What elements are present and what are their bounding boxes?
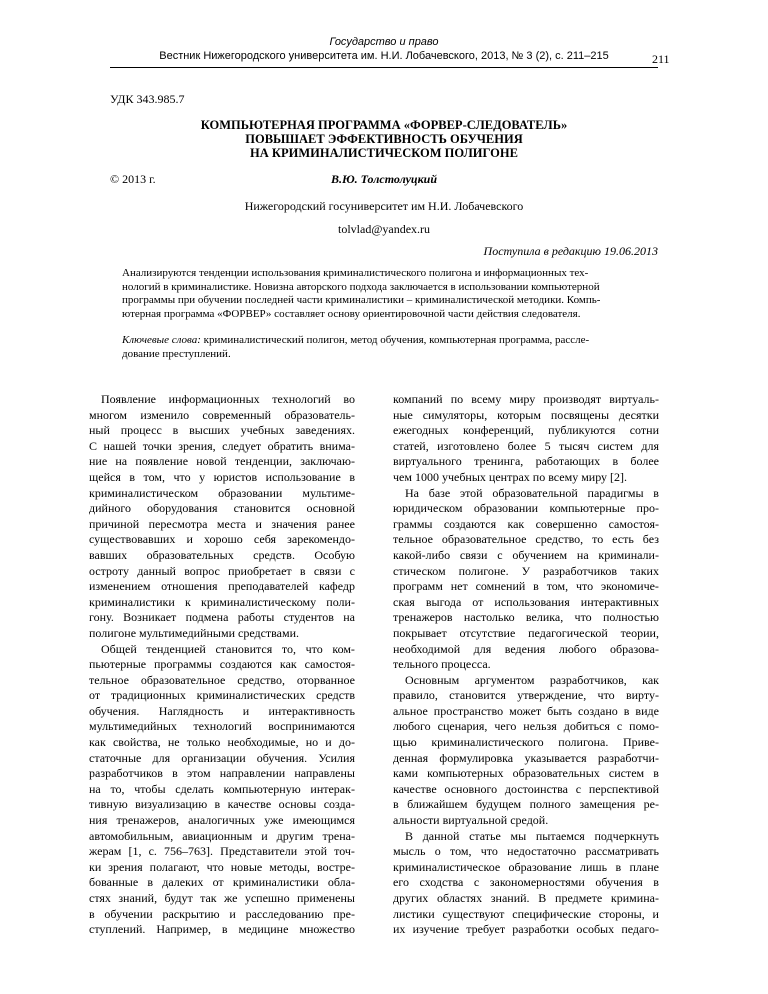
text-line: от традиционных криминалистических средств (89, 688, 355, 703)
text-line: автомобильным, авиационным и другим трена- (89, 828, 355, 843)
text-line: денная формулировка указывается разработчи- (393, 750, 659, 765)
text-line: какой-либо связи с обучением на криминали- (393, 547, 659, 562)
title-line: КОМПЬЮТЕРНАЯ ПРОГРАММА «ФОРВЕР-СЛЕДОВАТЕЛЬ» (200, 118, 568, 132)
abstract-line: ютерная программа «ФОРВЕР» составляет основу ориентировочной части действия следователя. (122, 307, 581, 320)
text-line: их изучение требует разработки особых педаго- (393, 922, 659, 937)
text-line: изменением отношения преподавателей кафедр (89, 579, 355, 594)
affiliation: Нижегородский госуниверситет им Н.И. Лобачевского (244, 199, 524, 213)
text-line: обучения. Наглядность и интерактивность (89, 703, 355, 718)
text-line: в обучении раскрытию и расследованию пре- (89, 906, 355, 921)
text-line: ступлений. Например, в медицине множество (89, 922, 355, 937)
text-line: ние на появление новой тенденции, заключаю- (89, 454, 355, 469)
text-line: на то, чтобы сделать компьютерную интерак- (89, 781, 355, 796)
header-rule (110, 67, 658, 68)
copyright: © 2013 г. (110, 172, 156, 186)
text-line: ками компьютерных образовательных систем в (393, 766, 659, 781)
text-line: покрывает отсутствие педагогической теории, (393, 625, 659, 640)
text-line: дийного оборудования становится основной (89, 501, 355, 516)
text-line: ки зрения полагают, что новые методы, востре- (89, 859, 355, 874)
text-line: щейся в том, что у юристов использование в (89, 469, 355, 484)
text-line: полигоне мультимедийными средствами. (89, 625, 300, 640)
text-line: в ближайшем будущем полного замещения ре- (393, 797, 659, 812)
body-column-right (393, 392, 659, 938)
text-line: криминалистическое образование лишь в плане (393, 859, 659, 874)
text-line: щью криминалистического полигона. Приве- (393, 735, 659, 750)
text-line: существовавших и хорошо себя зарекомендо- (89, 532, 355, 547)
text-line: необходимой для ведения любого образова- (393, 641, 659, 656)
body-column-left (89, 392, 355, 938)
text-line: криминалистическом образовании мультиме- (89, 485, 355, 500)
text-line: тивную визуализацию в качестве основы созда- (89, 797, 355, 812)
journal-info: Вестник Нижегородского университета им. Н.И. Лобачевского, 2013, № 3 (2), с. 211–215 (159, 50, 609, 62)
article-title (110, 118, 658, 160)
text-line: листики существуют специфические стороны, и (393, 906, 659, 921)
text-line: Появление информационных технологий во (101, 392, 355, 406)
text-line: разработчиков в этом направлении направлены (89, 766, 355, 781)
text-line: вавших образовательных средств. Особую (89, 547, 355, 562)
title-line: НА КРИМИНАЛИСТИЧЕСКОМ ПОЛИГОНЕ (250, 146, 518, 160)
abstract-line: программы при обучении последней части криминалистики – криминалистической методики. Компь- (122, 294, 601, 307)
text-line: ежегодных конференций, публикуются сотни (393, 423, 659, 438)
text-line: В данной статье мы пытаемся подчеркнуть (405, 828, 659, 843)
text-line: тельного процесса. (393, 657, 491, 672)
text-line: мультимедийных технологий воспринимаются (89, 719, 355, 734)
text-line: причиной пересмотра места и значения ранее (89, 516, 355, 531)
text-line: компаний по всему миру производят виртуаль- (393, 392, 659, 406)
abstract-line: нологий в криминалистике. Новизна авторского подхода заключается в использовании компьютерной (122, 280, 600, 293)
text-line: мысль о том, что недостаточно рассматривать (393, 844, 659, 859)
text-line: его сходства с закономерностями обучения в (393, 875, 659, 890)
text-line: тельное образовательное средство, оторванное (89, 672, 355, 687)
text-line: граммы создаются как совершенно самостоя- (393, 516, 659, 531)
text-line: любого сценария, чего нельзя добиться с помо- (393, 719, 659, 734)
text-line: многом изменило современный образователь- (89, 407, 355, 422)
text-line: остроту данный вопрос приобретает в связи с (89, 563, 355, 578)
keywords-text: криминалистический полигон, метод обучения, компьютерная программа, рассле- (200, 334, 590, 346)
text-line: виртуального тренинга, работающих в более (393, 454, 659, 469)
keywords-text-cont: дование преступлений. (122, 347, 231, 360)
author: В.Ю. Толстолуцкий (330, 172, 438, 186)
text-line: ская выгода от использования интерактивных (393, 594, 659, 609)
text-line: качестве основного достоинства с перспективой (393, 781, 659, 796)
text-line: стическом полигоне. У разработчиков таких (393, 563, 659, 578)
journal-title: Государство и право (329, 36, 439, 48)
text-line: ния тренажеров, аналогичных уже имеющимся (89, 813, 355, 828)
text-line: ный процесс в высших учебных заведениях. (89, 423, 355, 438)
text-line: Основным аргументом разработчиков, как (405, 672, 659, 687)
text-line: как свойства, не только необходимые, но и до- (89, 735, 355, 750)
text-line: С нашей точки зрения, следует обратить внима- (89, 438, 355, 453)
text-line: ные симуляторы, которым посвящены десятки (393, 407, 659, 422)
text-line: тренажеров настолько велика, что полностью (393, 610, 659, 625)
text-line: Общей тенденцией становится то, что ком- (101, 641, 355, 656)
keywords-label: Ключевые слова: (122, 334, 201, 346)
page-number: 211 (652, 52, 670, 66)
text-line: альное пространство может быть создано в виде (393, 703, 659, 718)
text-line: альности виртуальной средой. (393, 813, 549, 828)
text-line: тельное образовательное средство, то есть без (393, 532, 659, 547)
udc-code: УДК 343.985.7 (110, 92, 185, 106)
abstract (122, 267, 648, 321)
author-email[interactable]: tolvlad@yandex.ru (337, 222, 431, 236)
text-line: На базе этой образовательной парадигмы в (405, 485, 659, 500)
text-line: бованные в далеких от криминалистики обла- (89, 875, 355, 890)
text-line: чем 1000 учебных центрах по всему миру [2]. (393, 469, 628, 484)
text-line: других областях знаний. В предмете кримина- (393, 891, 659, 905)
text-line: пьютерные программы создаются как самостоя- (89, 657, 355, 672)
text-line: юридическом образовании компьютерные про- (393, 501, 659, 516)
text-line: стях знаний, будут так же успешно применены (89, 891, 355, 905)
keywords (122, 334, 648, 361)
received-date: Поступила в редакцию 19.06.2013 (483, 244, 658, 258)
text-line: жерам [1, с. 756–763]. Представители этой точ- (89, 844, 355, 859)
abstract-line: Анализируются тенденции использования криминалистического полигона и информационных тех- (122, 267, 589, 279)
text-line: статей, изготовлено более 5 тысяч систем для (393, 438, 659, 453)
text-line: статочные для организации обучения. Усилия (89, 750, 355, 765)
text-line: программ нет сомнений в том, что экономиче- (393, 579, 659, 594)
text-line: криминалистики к криминалистическому поли- (89, 594, 355, 609)
text-line: гону. Возникает подмена работы студентов на (89, 610, 355, 625)
title-line: ПОВЫШАЕТ ЭФФЕКТИВНОСТЬ ОБУЧЕНИЯ (245, 132, 523, 146)
text-line: правило, становится утверждение, что вирту- (393, 688, 659, 703)
